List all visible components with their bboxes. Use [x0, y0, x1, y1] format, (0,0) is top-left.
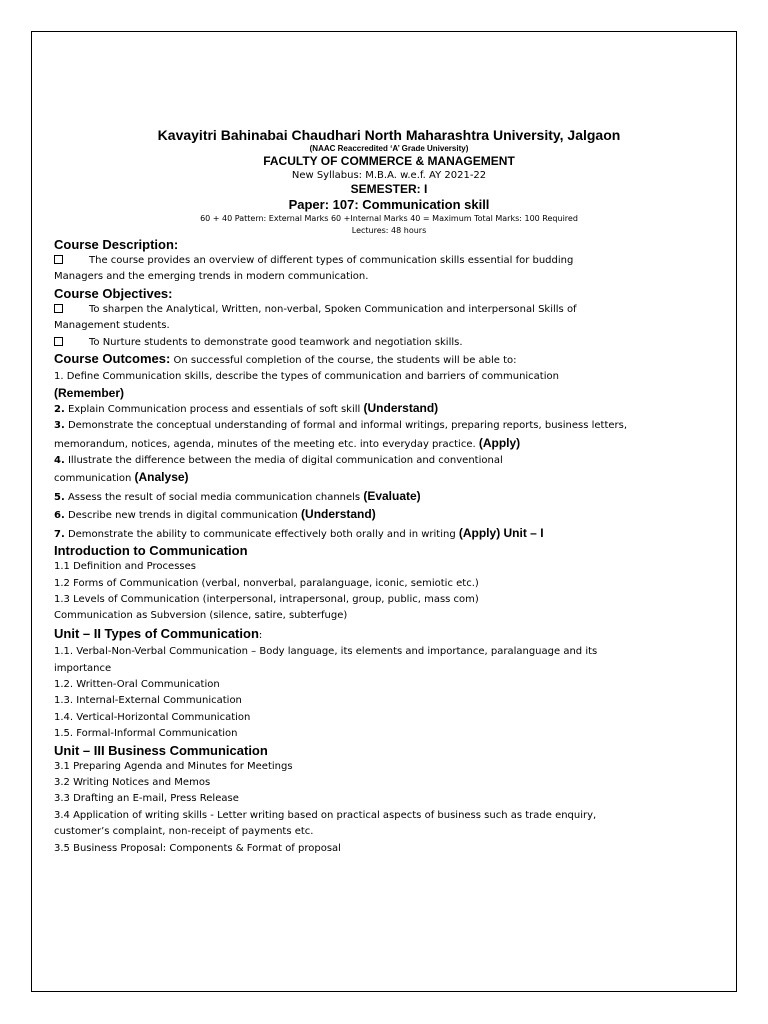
- outcome-item: 7. Demonstrate the ability to communicate effectively both orally and in writing (Apply) Unit – I: [54, 525, 544, 540]
- university-name: Kavayitri Bahinabai Chaudhari North Maharashtra University, Jalgaon: [157, 127, 621, 143]
- outcome-item: 6. Describe new trends in digital communication (Understand): [54, 507, 376, 522]
- semester-title: SEMESTER: I: [350, 182, 428, 196]
- unit-2-heading: Unit – II Types of Communication: [54, 625, 259, 641]
- course-objectives-heading: Course Objectives:: [54, 285, 173, 301]
- outcome-item: 5. Assess the result of social media communication channels (Evaluate): [54, 488, 421, 503]
- syllabus-content: [54, 127, 724, 857]
- unit-2-item: 1.3. Internal-External Communication: [54, 695, 242, 707]
- unit-3-item: 3.3 Drafting an E-mail, Press Release: [54, 793, 239, 805]
- unit-1-item: 1.3 Levels of Communication (interpersonal, intrapersonal, group, public, mass com): [54, 593, 479, 605]
- unit-2-item-continued: importance: [54, 662, 112, 674]
- unit-2-item: 1.2. Written-Oral Communication: [54, 678, 220, 690]
- unit-3-item: 3.4 Application of writing skills - Letter writing based on practical aspects of business such as trade enquiry,: [54, 809, 597, 821]
- outcome-tag: (Evaluate): [363, 488, 421, 503]
- outcome-tag: (Apply): [478, 435, 521, 450]
- faculty-title: FACULTY OF COMMERCE & MANAGEMENT: [263, 154, 515, 168]
- unit-2-item: 1.5. Formal-Informal Communication: [54, 728, 238, 740]
- lectures-note: Lectures: 48 hours: [351, 226, 427, 235]
- course-description-line: The course provides an overview of different types of communication skills essential for budding: [54, 253, 724, 269]
- unit-2-heading-line: Unit – II Types of Communication:: [54, 625, 263, 641]
- objective-item: To Nurture students to demonstrate good teamwork and negotiation skills.: [54, 335, 724, 351]
- unit-3-item: 3.5 Business Proposal: Components & Format of proposal: [54, 842, 341, 854]
- outcome-item-continued: memorandum, notices, agenda, minutes of the meeting etc. into everyday practice. (Apply): [54, 435, 521, 450]
- accreditation-note: (NAAC Reaccredited ‘A’ Grade University): [309, 144, 469, 153]
- outcome-tag: (Apply) Unit – I: [458, 525, 544, 540]
- unit-1-item: Communication as Subversion (silence, satire, subterfuge): [54, 610, 348, 622]
- objective-item-continued: Management students.: [54, 320, 170, 332]
- checkbox-bullet-icon: [54, 337, 63, 346]
- unit-3-item: 3.2 Writing Notices and Memos: [54, 776, 211, 788]
- outcome-item: 1. Define Communication skills, describe the types of communication and barriers of communication: [54, 371, 559, 383]
- outcome-tag: (Remember): [54, 385, 125, 400]
- outcome-tag: (Understand): [301, 507, 376, 522]
- course-description-line: Managers and the emerging trends in modern communication.: [54, 271, 369, 283]
- course-description-heading: Course Description:: [54, 237, 179, 252]
- unit-2-item: 1.4. Vertical-Horizontal Communication: [54, 711, 251, 723]
- syllabus-note: New Syllabus: M.B.A. w.e.f. AY 2021-22: [291, 170, 487, 181]
- outcome-item: 4. Illustrate the difference between the media of digital communication and conventional: [54, 455, 503, 467]
- unit-1-item: 1.1 Definition and Processes: [54, 561, 196, 573]
- objective-item: To sharpen the Analytical, Written, non-verbal, Spoken Communication and interpersonal Skills of: [54, 302, 724, 318]
- outcome-item-continued: communication (Analyse): [54, 470, 189, 485]
- outcome-item: 3. Demonstrate the conceptual understanding of formal and informal writings, preparing reports, business letters,: [54, 420, 628, 432]
- unit-3-item: 3.1 Preparing Agenda and Minutes for Meetings: [54, 760, 293, 772]
- document-header: [54, 127, 724, 237]
- course-outcomes-heading: Course Outcomes:: [54, 351, 171, 367]
- unit-2-item: 1.1. Verbal-Non-Verbal Communication – Body language, its elements and importance, paralanguage and its: [54, 646, 598, 658]
- marks-pattern: 60 + 40 Pattern: External Marks 60 +Internal Marks 40 = Maximum Total Marks: 100 Required: [200, 214, 578, 223]
- unit-3-item-continued: customer’s complaint, non-receipt of payments etc.: [54, 826, 314, 838]
- course-outcomes-intro: Course Outcomes: On successful completion of the course, the students will be able to:: [54, 351, 517, 367]
- unit-1-heading: Introduction to Communication: [54, 543, 248, 559]
- document-page: [31, 31, 737, 992]
- unit-1-item: 1.2 Forms of Communication (verbal, nonverbal, paralanguage, iconic, semiotic etc.): [54, 577, 479, 589]
- outcome-tag: (Analyse): [134, 470, 189, 485]
- paper-title: Paper: 107: Communication skill: [288, 197, 490, 212]
- unit-3-heading: Unit – III Business Communication: [54, 742, 268, 758]
- checkbox-bullet-icon: [54, 304, 63, 313]
- outcome-tag: (Understand): [363, 400, 439, 415]
- outcome-item: 2. Explain Communication process and essentials of soft skill (Understand): [54, 400, 439, 415]
- checkbox-bullet-icon: [54, 255, 63, 264]
